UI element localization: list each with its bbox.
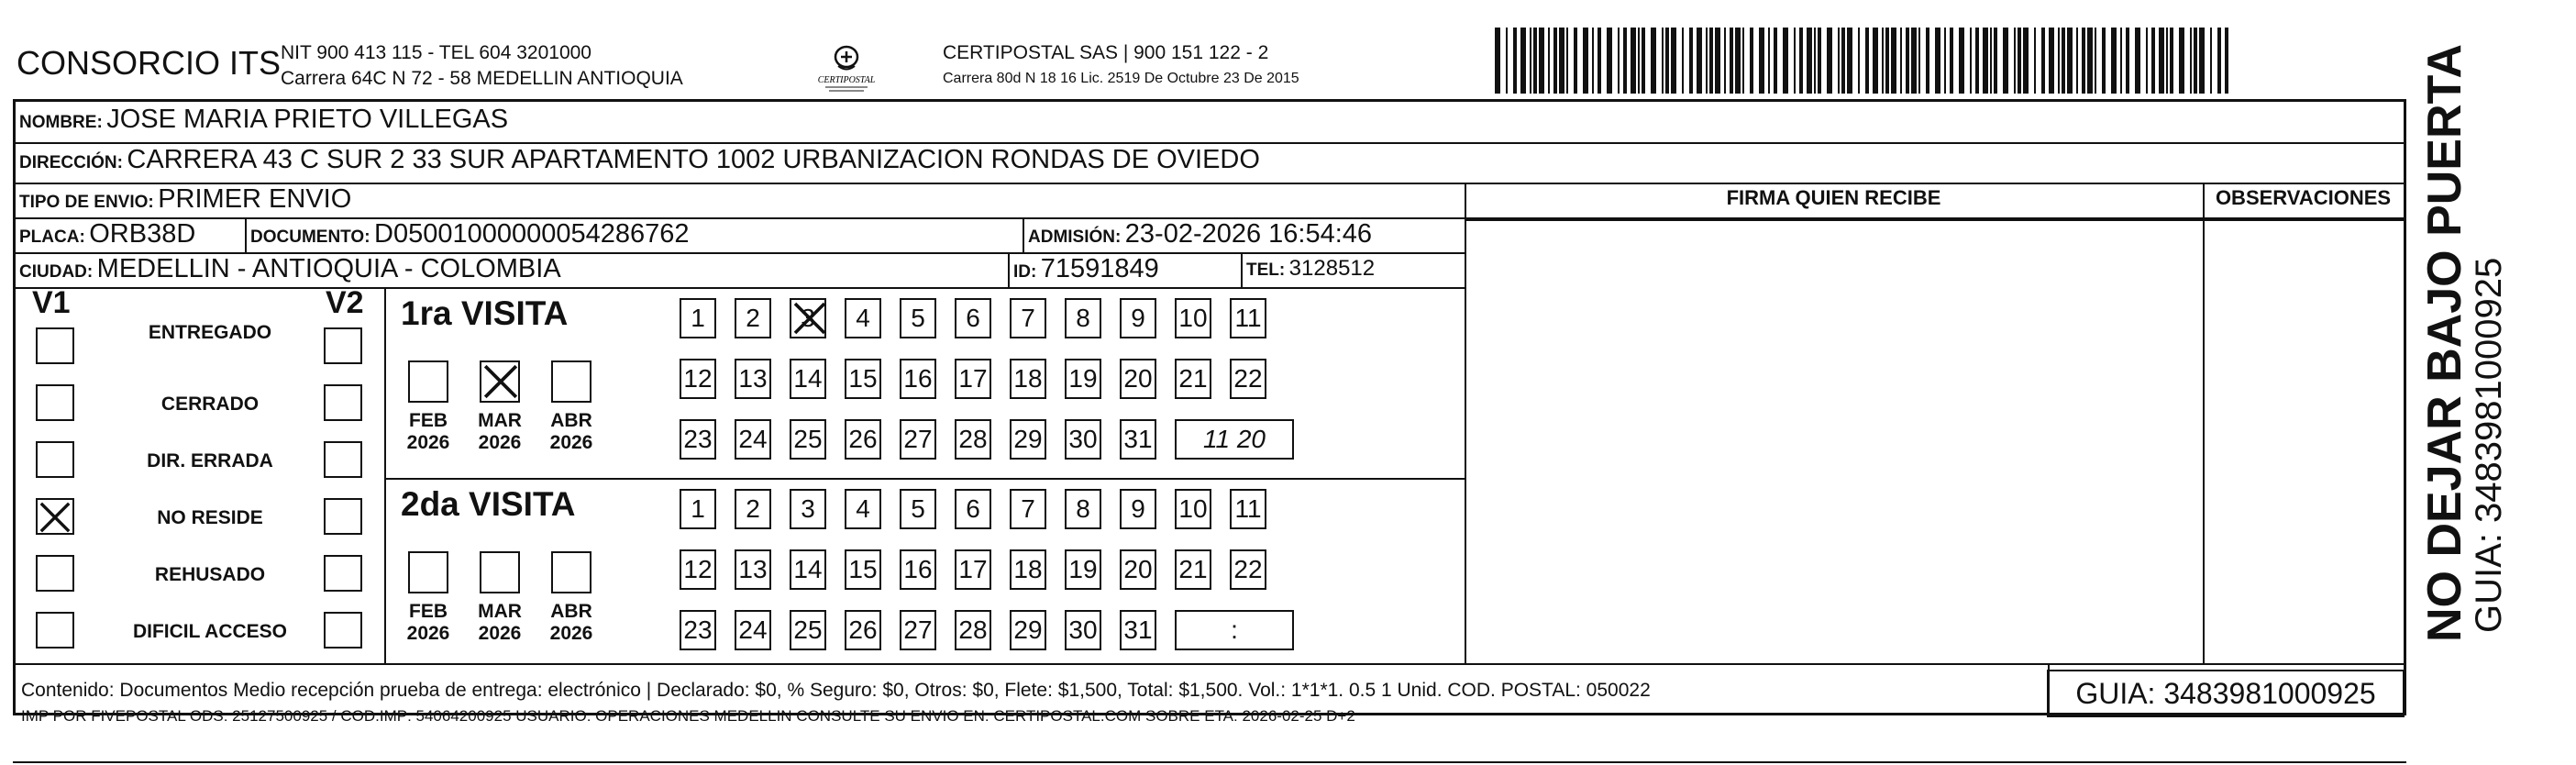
day-box[interactable]: 29 — [1010, 610, 1046, 650]
barcode-bar — [1990, 28, 1992, 94]
barcode-bar — [1799, 28, 1803, 94]
day-box[interactable]: 4 — [845, 298, 881, 338]
day-box[interactable]: 5 — [900, 489, 936, 529]
barcode-bar — [1847, 28, 1852, 94]
v1-checkbox[interactable] — [36, 327, 74, 364]
certi-address: Carrera 80d N 18 16 Lic. 2519 De Octubre 23 De 2015 — [943, 71, 1299, 86]
status-label: NO RESIDE — [157, 507, 263, 528]
barcode-bar — [1642, 28, 1645, 94]
v1-checkbox[interactable] — [36, 555, 74, 592]
month-label — [401, 601, 456, 645]
day-box[interactable]: 23 — [680, 419, 716, 460]
barcode-bar — [1709, 28, 1713, 94]
barcode-bar — [1742, 28, 1744, 94]
v2-checkbox[interactable] — [324, 441, 362, 478]
admision-label: ADMISIÓN: — [1028, 227, 1122, 247]
month-name: FEB — [409, 601, 448, 622]
barcode-bar — [2170, 28, 2173, 94]
month-name: ABR — [550, 410, 592, 431]
day-box[interactable]: 28 — [955, 610, 991, 650]
day-box[interactable]: 21 — [1175, 549, 1211, 590]
barcode-bar — [1735, 28, 1741, 94]
barcode-bar — [1935, 28, 1940, 94]
bottom-rule — [13, 761, 2406, 763]
status-label: ENTREGADO — [148, 322, 272, 343]
day-box[interactable]: 28 — [955, 419, 991, 460]
day-box[interactable]: 19 — [1065, 549, 1101, 590]
barcode-bar — [2190, 28, 2192, 94]
certipostal-logo — [814, 37, 879, 99]
firma-label: FIRMA QUIEN RECIBE — [1726, 186, 1941, 209]
day-box[interactable]: 6 — [955, 298, 991, 338]
barcode-bar — [2014, 28, 2016, 94]
day-box[interactable]: 7 — [1010, 489, 1046, 529]
day-box[interactable]: 31 — [1120, 610, 1156, 650]
day-box[interactable]: 13 — [735, 359, 771, 399]
day-box[interactable]: 10 — [1175, 489, 1211, 529]
day-box[interactable]: 26 — [845, 610, 881, 650]
month-year: 2026 — [549, 432, 593, 453]
barcode-bar — [1607, 28, 1612, 94]
day-box[interactable]: 22 — [1230, 549, 1266, 590]
barcode-bar — [1950, 28, 1953, 94]
day-box[interactable]: 3 — [790, 489, 826, 529]
barcode-bar — [1783, 28, 1788, 94]
admision-value: 23-02-2026 16:54:46 — [1124, 219, 1373, 249]
day-box[interactable]: 19 — [1065, 359, 1101, 399]
barcode-bar — [2049, 28, 2054, 94]
barcode-bar — [1865, 28, 1869, 94]
v1-checkbox[interactable] — [36, 612, 74, 649]
month-label — [544, 601, 599, 645]
barcode-bar — [1559, 28, 1564, 94]
barcode-bar — [1730, 28, 1733, 94]
v2-checkbox[interactable] — [324, 498, 362, 535]
month-checkbox[interactable] — [480, 360, 520, 403]
v1-checkbox[interactable] — [36, 384, 74, 421]
day-box[interactable]: 25 — [790, 610, 826, 650]
barcode-bar — [1671, 28, 1676, 94]
visit-title: 1ra VISITA — [401, 294, 569, 332]
day-box[interactable]: 21 — [1175, 359, 1211, 399]
v2-checkbox[interactable] — [324, 384, 362, 421]
day-box[interactable]: 9 — [1120, 489, 1156, 529]
barcode-bar — [1513, 28, 1517, 94]
month-name: MAR — [478, 601, 522, 622]
barcode-bar — [2087, 28, 2093, 94]
day-box[interactable]: 15 — [845, 359, 881, 399]
barcode-bar — [2058, 28, 2060, 94]
month-year: 2026 — [478, 432, 522, 453]
day-box[interactable]: 24 — [735, 419, 771, 460]
day-box[interactable]: 18 — [1010, 359, 1046, 399]
barcode-bar — [2194, 28, 2197, 94]
day-box[interactable]: 1 — [680, 489, 716, 529]
delivery-form — [13, 99, 2406, 725]
barcode-bar — [2166, 28, 2168, 94]
barcode-bar — [1926, 28, 1929, 94]
barcode-bar — [2067, 28, 2073, 94]
barcode-bar — [2095, 28, 2096, 94]
ciudad-cell — [19, 254, 561, 284]
barcode-bar — [2102, 28, 2106, 94]
barcode-bar — [2159, 28, 2164, 94]
barcode-bar — [1682, 28, 1684, 94]
nombre-label: NOMBRE: — [19, 113, 103, 132]
barcode-bar — [2041, 28, 2045, 94]
status-label: DIR. ERRADA — [147, 450, 273, 471]
ciudad-label: CIUDAD: — [19, 262, 94, 282]
certipostal-info — [943, 40, 1299, 92]
direccion-value: CARRERA 43 C SUR 2 33 SUR APARTAMENTO 1002 URBANIZACION RONDAS DE OVIEDO — [127, 145, 1260, 174]
day-box[interactable]: 13 — [735, 549, 771, 590]
barcode-bar — [2003, 28, 2008, 94]
day-box[interactable]: 11 — [1230, 298, 1266, 338]
month-checkbox[interactable] — [551, 551, 591, 593]
barcode-bar — [2082, 28, 2085, 94]
tel-cell — [1246, 256, 1375, 282]
barcode-bar — [1495, 28, 1500, 94]
x-mark-icon — [791, 300, 828, 337]
barcode-bar — [1715, 28, 1720, 94]
day-box[interactable]: 4 — [845, 489, 881, 529]
admision-cell — [1028, 219, 1372, 249]
footer-line-1: Contenido: Documentos Medio recepción prueba de entrega: electrónico | Declarado: $0, % Seguro: $0, Otros: $0, Flete: $1,500, Total: $1,500. Vol.: 1*1*1. 0.5 1 Unid. COD. POSTAL: 050022 — [21, 680, 1651, 701]
barcode-bar — [1553, 28, 1557, 94]
barcode-bar — [1885, 28, 1889, 94]
month-year: 2026 — [406, 432, 450, 453]
certi-line: CERTIPOSTAL SAS | 900 151 122 - 2 — [943, 42, 1269, 63]
barcode-bar — [1891, 28, 1896, 94]
ciudad-value: MEDELLIN - ANTIOQUIA - COLOMBIA — [96, 254, 561, 283]
barcode-bar — [1533, 28, 1537, 94]
day-box[interactable]: 3 — [790, 298, 826, 338]
barcode-bar — [1858, 28, 1860, 94]
barcode-bar — [2199, 28, 2205, 94]
month-checkbox[interactable] — [408, 360, 448, 403]
company-name: CONSORCIO ITS — [17, 44, 282, 82]
day-box[interactable]: 30 — [1065, 610, 1101, 650]
barcode — [1495, 28, 2228, 94]
barcode-bar — [1665, 28, 1669, 94]
barcode-bar — [1882, 28, 1884, 94]
barcode-bar — [1638, 28, 1640, 94]
time-box[interactable]: : — [1175, 610, 1294, 650]
barcode-bar — [1759, 28, 1764, 94]
day-box[interactable]: 29 — [1010, 419, 1046, 460]
day-box[interactable]: 24 — [735, 610, 771, 650]
barcode-bar — [1807, 28, 1812, 94]
barcode-bar — [1662, 28, 1664, 94]
month-checkbox[interactable] — [480, 551, 520, 593]
day-box[interactable]: 9 — [1120, 298, 1156, 338]
company-info — [281, 40, 683, 92]
month-label — [544, 410, 599, 454]
barcode-bar — [1918, 28, 1920, 94]
day-box[interactable]: 27 — [900, 610, 936, 650]
day-box[interactable]: 12 — [680, 359, 716, 399]
nit-line: NIT 900 413 115 - TEL 604 3201000 — [281, 42, 591, 63]
day-box[interactable]: 17 — [955, 359, 991, 399]
month-checkbox[interactable] — [408, 551, 448, 593]
barcode-bar — [1530, 28, 1531, 94]
barcode-bar — [1818, 28, 1821, 94]
barcode-bar — [1841, 28, 1845, 94]
day-box[interactable]: 23 — [680, 610, 716, 650]
barcode-bar — [1838, 28, 1840, 94]
day-box[interactable]: 8 — [1065, 298, 1101, 338]
day-box[interactable]: 2 — [735, 298, 771, 338]
logo-text: CERTIPOSTAL — [817, 75, 876, 85]
barcode-bar — [2034, 28, 2036, 94]
direccion-label: DIRECCIÓN: — [19, 153, 123, 172]
side-warning: NO DEJAR BAJO PUERTA — [2418, 43, 2471, 642]
day-box[interactable]: 25 — [790, 419, 826, 460]
day-box[interactable]: 17 — [955, 549, 991, 590]
barcode-bar — [1583, 28, 1588, 94]
barcode-bar — [2217, 28, 2221, 94]
day-box[interactable]: 20 — [1120, 359, 1156, 399]
id-value: 71591849 — [1040, 254, 1159, 283]
direccion-row — [19, 145, 1260, 175]
month-year: 2026 — [549, 623, 593, 644]
v2-label: V2 — [326, 285, 364, 320]
placa-value: ORB38D — [89, 219, 196, 249]
placa-cell — [19, 219, 195, 249]
id-label: ID: — [1013, 262, 1037, 282]
barcode-bar — [1983, 28, 1988, 94]
barcode-bar — [1623, 28, 1627, 94]
footer-line-2: IMP POR FIVEPOSTAL ODS: 25127500925 / COD.IMP: 54064200925 USUARIO: OPERACIONES MEDELLIN CONSULTE SU ENVIO EN: CERTIPOSTAL.COM SOBRE ETA: 2026-02-25 D+2 — [21, 707, 1355, 725]
barcode-bar — [1959, 28, 1964, 94]
day-box[interactable]: 7 — [1010, 298, 1046, 338]
day-box[interactable]: 5 — [900, 298, 936, 338]
barcode-bar — [2135, 28, 2140, 94]
barcode-bar — [1944, 28, 1946, 94]
barcode-bar — [1911, 28, 1917, 94]
status-label: REHUSADO — [154, 564, 266, 585]
v2-checkbox[interactable] — [324, 555, 362, 592]
barcode-bar — [1794, 28, 1796, 94]
documento-value: D05001000000054286762 — [374, 219, 690, 249]
barcode-bar — [2179, 28, 2184, 94]
barcode-bar — [2120, 28, 2122, 94]
barcode-bar — [1651, 28, 1656, 94]
documento-cell — [250, 219, 690, 249]
address-line: Carrera 64C N 72 - 58 MEDELLIN ANTIOQUIA — [281, 68, 683, 89]
barcode-bar — [1706, 28, 1708, 94]
guia-number: GUIA: 3483981000925 — [2047, 670, 2405, 717]
barcode-bar — [2023, 28, 2029, 94]
barcode-bar — [1768, 28, 1770, 94]
day-box[interactable]: 11 — [1230, 489, 1266, 529]
placa-label: PLACA: — [19, 227, 85, 247]
barcode-bar — [1873, 28, 1878, 94]
month-name: ABR — [550, 601, 592, 622]
day-box[interactable]: 10 — [1175, 298, 1211, 338]
side-guia: GUIA: 3483981000925 — [2469, 257, 2509, 633]
barcode-bar — [1618, 28, 1620, 94]
tipo-row — [19, 184, 351, 215]
day-box[interactable]: 6 — [955, 489, 991, 529]
barcode-bar — [1970, 28, 1972, 94]
barcode-bar — [1574, 28, 1577, 94]
month-year: 2026 — [478, 623, 522, 644]
nombre-value: JOSE MARIA PRIETO VILLEGAS — [106, 105, 509, 134]
v1-checkbox[interactable] — [36, 441, 74, 478]
day-box[interactable]: 31 — [1120, 419, 1156, 460]
barcode-bar — [1566, 28, 1568, 94]
barcode-bar — [1827, 28, 1832, 94]
barcode-bar — [1975, 28, 1979, 94]
barcode-bar — [2018, 28, 2021, 94]
tel-label: TEL: — [1246, 261, 1286, 280]
v1-label: V1 — [32, 285, 71, 320]
day-box[interactable]: 30 — [1065, 419, 1101, 460]
time-box[interactable]: 11 20 — [1175, 419, 1294, 460]
barcode-bar — [1906, 28, 1909, 94]
tipo-value: PRIMER ENVIO — [158, 184, 352, 214]
month-year: 2026 — [406, 623, 450, 644]
day-box[interactable]: 1 — [680, 298, 716, 338]
barcode-bar — [2151, 28, 2155, 94]
v2-checkbox[interactable] — [324, 612, 362, 649]
x-mark-icon — [481, 362, 520, 401]
barcode-bar — [1506, 28, 1508, 94]
barcode-bar — [2225, 28, 2228, 94]
barcode-bar — [1814, 28, 1816, 94]
barcode-bar — [1750, 28, 1753, 94]
barcode-bar — [1900, 28, 1902, 94]
day-box[interactable]: 8 — [1065, 489, 1101, 529]
barcode-bar — [1774, 28, 1777, 94]
day-box[interactable]: 16 — [900, 359, 936, 399]
barcode-bar — [2210, 28, 2212, 94]
day-box[interactable]: 15 — [845, 549, 881, 590]
tipo-label: TIPO DE ENVIO: — [19, 193, 154, 212]
barcode-bar — [1724, 28, 1726, 94]
month-label — [401, 410, 456, 454]
barcode-bar — [1592, 28, 1594, 94]
v2-checkbox[interactable] — [324, 327, 362, 364]
id-cell — [1013, 254, 1159, 284]
barcode-bar — [2076, 28, 2078, 94]
documento-label: DOCUMENTO: — [250, 227, 370, 247]
x-mark-icon — [38, 500, 72, 535]
barcode-bar — [2062, 28, 2065, 94]
barcode-bar — [1631, 28, 1636, 94]
day-box[interactable]: 14 — [790, 549, 826, 590]
barcode-bar — [1697, 28, 1702, 94]
barcode-bar — [2146, 28, 2148, 94]
status-label: DIFICIL ACCESO — [132, 621, 287, 642]
day-box[interactable]: 12 — [680, 549, 716, 590]
barcode-bar — [1548, 28, 1550, 94]
month-name: MAR — [478, 410, 522, 431]
day-box[interactable]: 14 — [790, 359, 826, 399]
month-label — [472, 601, 527, 645]
nombre-row — [19, 105, 508, 135]
barcode-bar — [1994, 28, 1997, 94]
month-name: FEB — [409, 410, 448, 431]
visit-title: 2da VISITA — [401, 485, 576, 523]
tel-value: 3128512 — [1288, 256, 1376, 281]
observaciones-label: OBSERVACIONES — [2215, 186, 2392, 209]
barcode-bar — [2126, 28, 2129, 94]
barcode-bar — [1598, 28, 1601, 94]
day-box[interactable]: 2 — [735, 489, 771, 529]
day-box[interactable]: 16 — [900, 549, 936, 590]
barcode-bar — [1520, 28, 1526, 94]
barcode-bar — [1689, 28, 1693, 94]
day-box[interactable]: 18 — [1010, 549, 1046, 590]
day-box[interactable]: 20 — [1120, 549, 1156, 590]
day-box[interactable]: 22 — [1230, 359, 1266, 399]
day-box[interactable]: 26 — [845, 419, 881, 460]
v1-checkbox[interactable] — [36, 498, 74, 535]
top-rule — [0, 0, 2576, 3]
barcode-bar — [1539, 28, 1544, 94]
month-label — [472, 410, 527, 454]
month-checkbox[interactable] — [551, 360, 591, 403]
barcode-bar — [2111, 28, 2117, 94]
status-label: CERRADO — [160, 394, 260, 415]
day-box[interactable]: 27 — [900, 419, 936, 460]
